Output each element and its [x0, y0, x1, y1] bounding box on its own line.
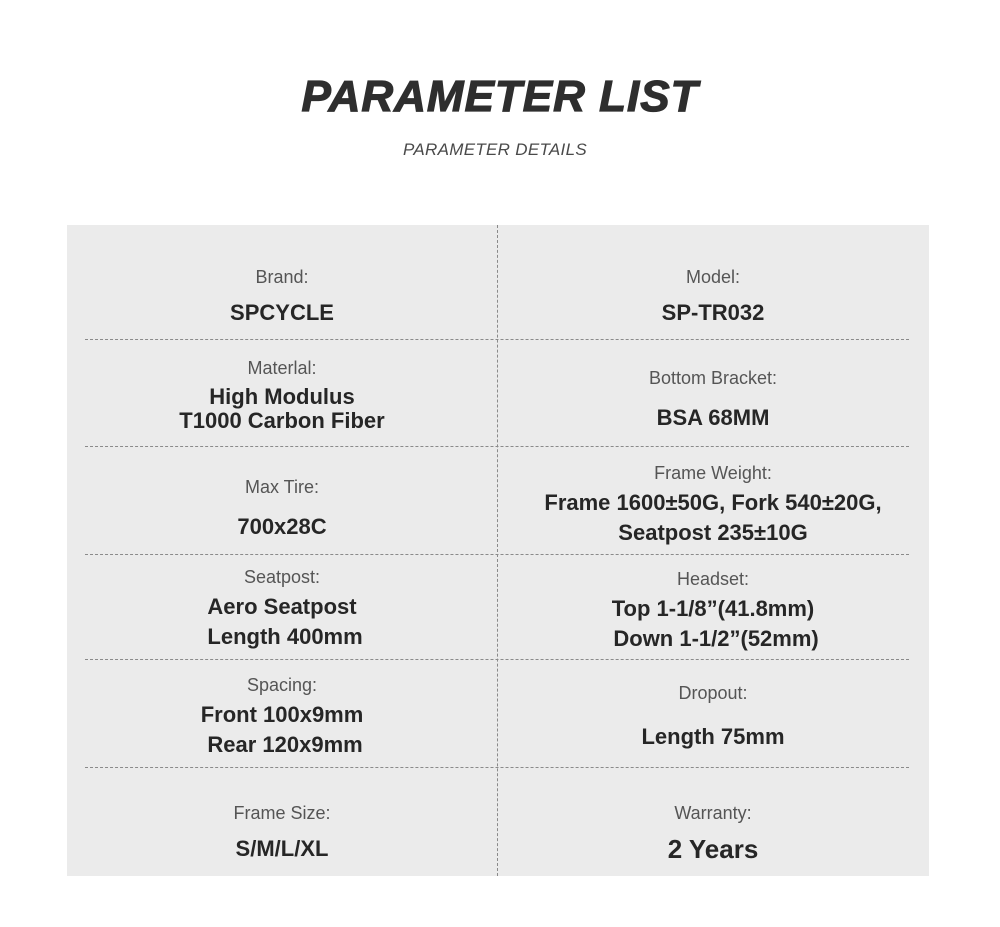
param-label: Seatpost: [243, 566, 321, 587]
param-value: Length 75mm [641, 723, 785, 749]
param-value-line: Front 100x9mm [200, 701, 364, 727]
param-brand [67, 255, 497, 339]
param-value-line: Rear 120x9mm [201, 731, 363, 757]
parameter-table [67, 225, 929, 876]
param-label: Frame Weight: [654, 462, 772, 483]
param-value: BSA 68MM [656, 404, 770, 430]
param-value: S/M/L/XL [235, 835, 329, 861]
param-value: SP-TR032 [661, 299, 765, 325]
param-value: 2 Years [667, 833, 759, 864]
param-frame-weight [498, 457, 928, 553]
row-divider [85, 339, 909, 340]
param-headset [498, 563, 928, 659]
param-label: Materlal: [247, 357, 317, 378]
param-value-line: Seatpost 235±10G [618, 519, 808, 545]
param-value-line: T1000 Carbon Fiber [179, 407, 385, 433]
param-value-line: Length 400mm [201, 623, 363, 649]
param-label: Frame Size: [233, 802, 331, 823]
page-title: PARAMETER LIST [301, 72, 699, 121]
param-label: Headset: [676, 568, 750, 589]
param-value: 700x28C [237, 513, 327, 539]
param-value: SPCYCLE [230, 299, 334, 325]
param-dropout [498, 675, 928, 759]
param-label: Bottom Bracket: [648, 367, 778, 388]
param-max-tire [67, 465, 497, 553]
row-divider [85, 767, 909, 768]
page-subtitle: PARAMETER DETAILS [403, 140, 587, 159]
param-value-line: High Modulus [209, 383, 355, 409]
param-label: Brand: [255, 266, 309, 287]
param-warranty [498, 791, 928, 875]
param-model [498, 255, 928, 339]
row-divider [85, 554, 909, 555]
param-label: Spacing: [246, 674, 318, 695]
param-label: Dropout: [678, 682, 748, 703]
param-material [67, 345, 497, 445]
param-label: Warranty: [674, 802, 752, 823]
param-label: Model: [685, 266, 741, 287]
param-value-line: Down 1-1/2”(52mm) [607, 625, 819, 651]
param-value-line: Top 1-1/8”(41.8mm) [611, 595, 815, 621]
param-bottom-bracket [498, 355, 928, 445]
param-seatpost [67, 561, 497, 657]
param-label: Max Tire: [244, 476, 319, 497]
param-value-line: Aero Seatpost [207, 593, 357, 619]
row-divider [85, 446, 909, 447]
row-divider [85, 659, 909, 660]
param-spacing [67, 669, 497, 765]
param-value-line: Frame 1600±50G, Fork 540±20G, [544, 489, 882, 515]
param-frame-size [67, 791, 497, 875]
